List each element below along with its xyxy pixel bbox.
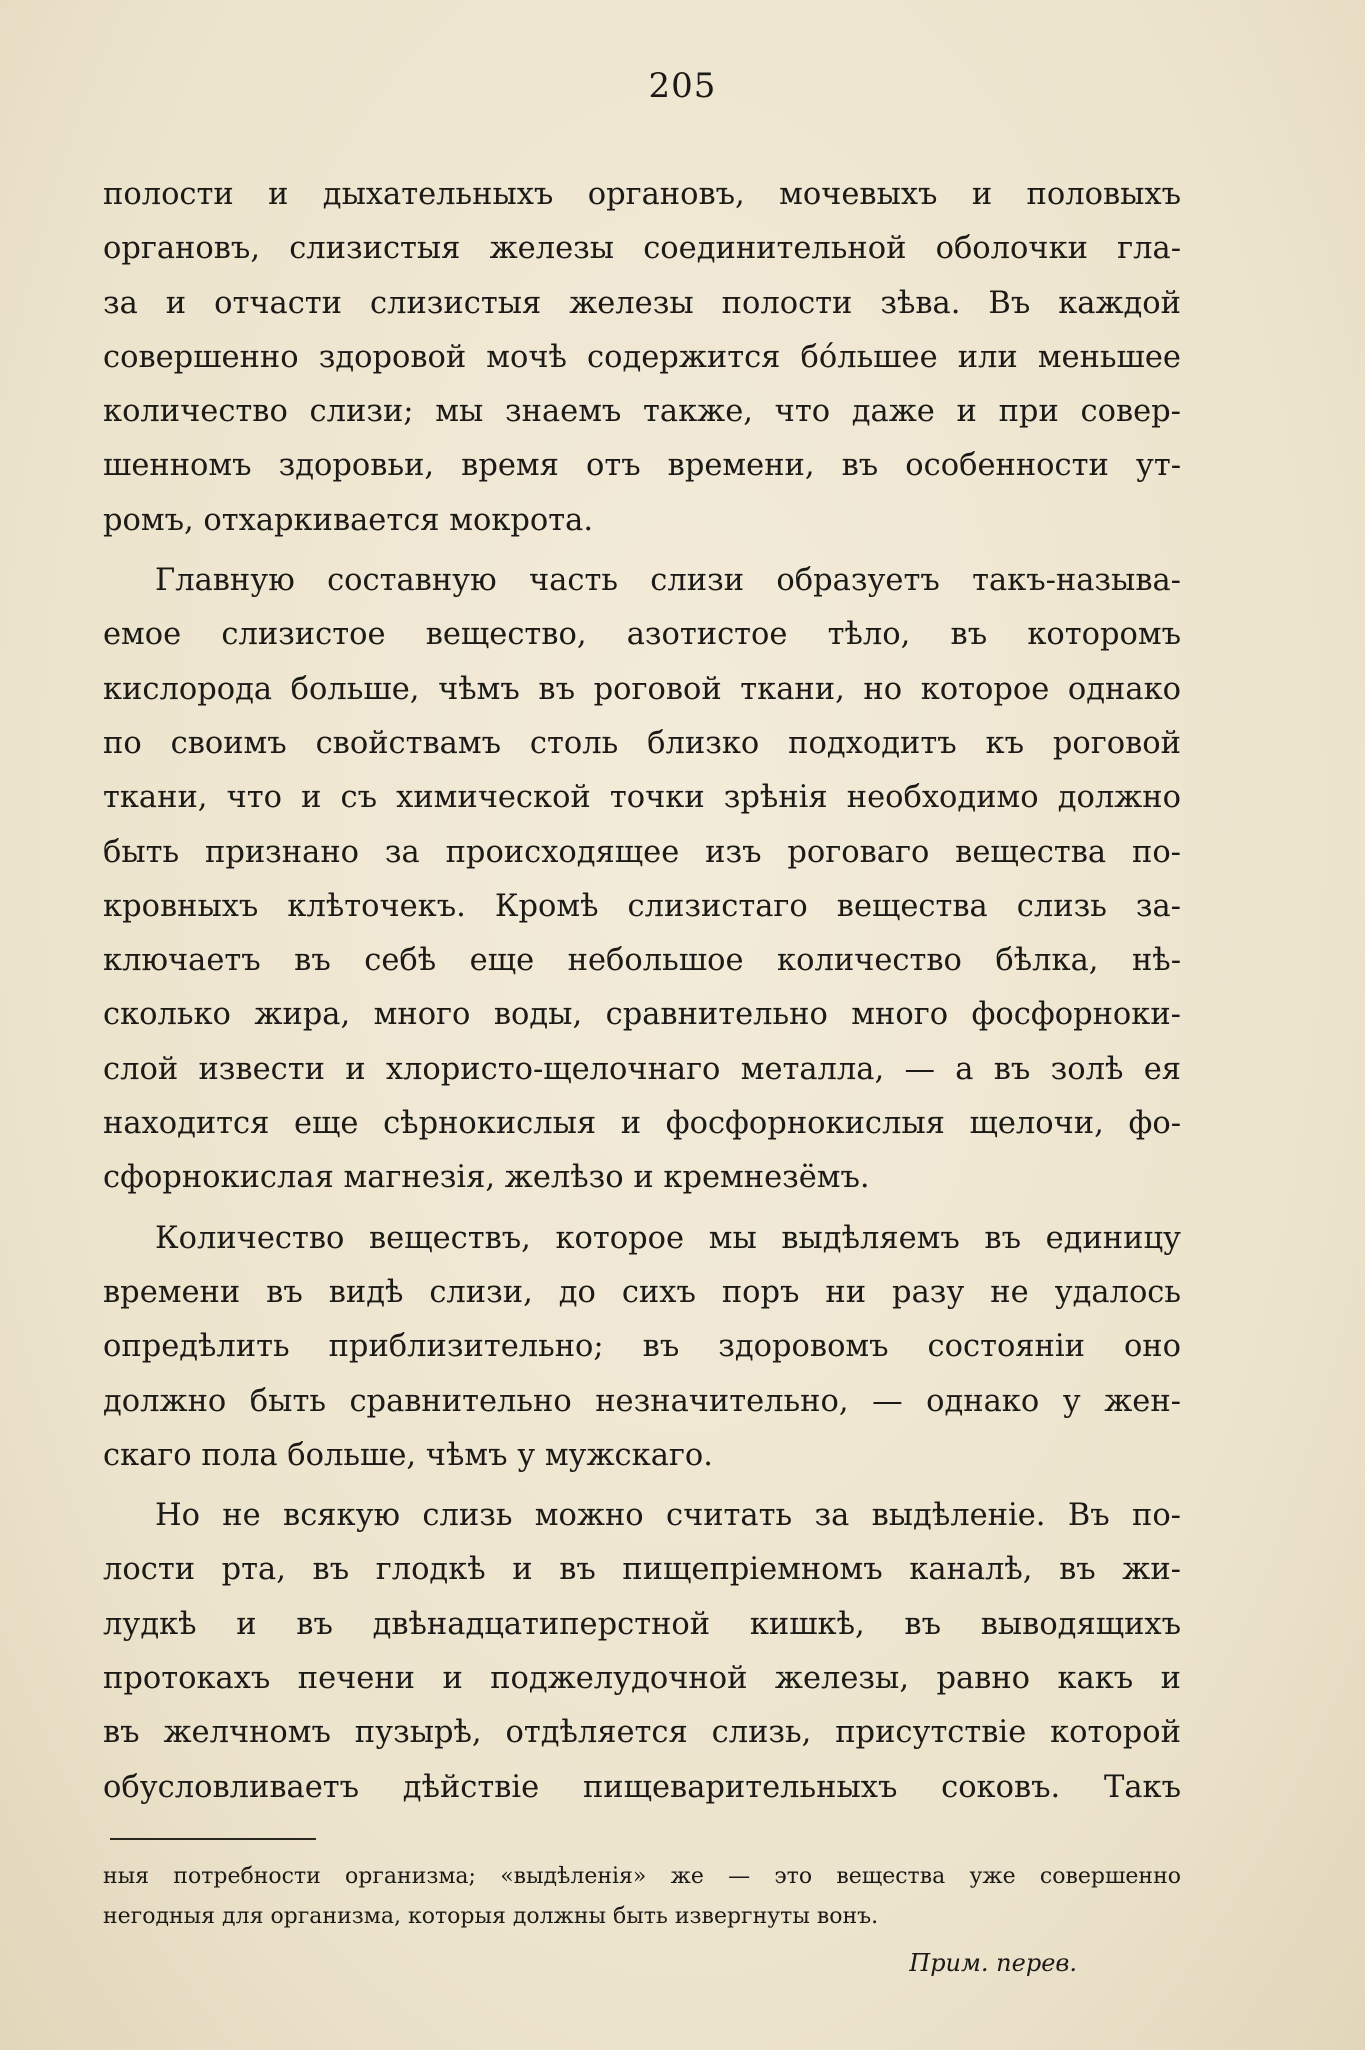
text-line: ключаетъ въ себѣ еще небольшое количество бѣлка, нѣ- xyxy=(103,943,1181,979)
text-line: лости рта, въ глодкѣ и въ пищепріемномъ каналѣ, въ жи- xyxy=(103,1552,1181,1588)
text-line: находится еще сѣрнокислыя и фосфорнокислыя щелочи, фо- xyxy=(103,1106,1181,1142)
text-line: сфорнокислая магнезія, желѣзо и кремнезёмъ. xyxy=(103,1160,870,1196)
paragraph-3 xyxy=(103,1212,1181,1483)
text-line: полости и дыхательныхъ органовъ, мочевыхъ и половыхъ xyxy=(103,177,1181,212)
text-line: количество слизи; мы знаемъ также, что даже и при совер- xyxy=(103,394,1181,430)
footnote-line: негодныя для организма, которыя должны быть извергнуты вонъ. xyxy=(103,1904,879,1929)
text-line: кислорода больше, чѣмъ въ роговой ткани, но которое однако xyxy=(103,671,1181,707)
text-line: лудкѣ и въ двѣнадцатиперстной кишкѣ, въ выводящихъ xyxy=(103,1606,1181,1642)
text-line: совершенно здоровой мочѣ содержится бóльшее или меньшее xyxy=(103,339,1181,375)
text-line: ткани, что и съ химической точки зрѣнія необходимо должно xyxy=(103,780,1181,816)
text-line: сколько жира, много воды, сравнительно много фосфорноки- xyxy=(103,997,1181,1033)
text-line: скаго пола больше, чѣмъ у мужскаго. xyxy=(103,1437,713,1473)
text-line: времени въ видѣ слизи, до сихъ поръ ни разу не удалось xyxy=(103,1274,1181,1310)
paragraph-4 xyxy=(103,1489,1181,1815)
text-line: шенномъ здоровьи, время отъ времени, въ особенности ут- xyxy=(103,448,1181,484)
text-line: протокахъ печени и поджелудочной железы, равно какъ и xyxy=(103,1661,1181,1697)
text-line: органовъ, слизистыя железы соединительной оболочки гла- xyxy=(103,231,1181,267)
text-line: Но не всякую слизь можно считать за выдѣленіе. Въ по- xyxy=(155,1498,1181,1534)
text-line: въ желчномъ пузырѣ, отдѣляется слизь, присутствіе которой xyxy=(103,1715,1181,1751)
text-line: за и отчасти слизистыя железы полости зѣва. Въ каждой xyxy=(103,285,1181,321)
text-line: Количество веществъ, которое мы выдѣляемъ въ единицу xyxy=(155,1220,1181,1256)
paragraph-2 xyxy=(103,554,1181,1206)
footnote-divider xyxy=(110,1838,316,1840)
text-line: емое слизистое вещество, азотистое тѣло, въ которомъ xyxy=(103,617,1181,653)
text-line: должно быть сравнительно незначительно, — однако у жен- xyxy=(103,1383,1181,1419)
footnote-signature: Прим. перев. xyxy=(909,1949,1077,1977)
paragraph-1 xyxy=(103,168,1181,548)
footnote-line: ныя потребности организма; «выдѣленія» же — это вещества уже совершенно xyxy=(103,1864,1181,1889)
text-line: обусловливаетъ дѣйствіе пищеварительныхъ соковъ. Такъ xyxy=(103,1769,1181,1805)
text-line: кровныхъ клѣточекъ. Кромѣ слизистаго вещества слизь за- xyxy=(103,888,1181,924)
main-text xyxy=(103,168,1181,1821)
text-line: слой извести и хлористо-щелочнаго металла, — а въ золѣ ея xyxy=(103,1051,1181,1087)
text-line: быть признано за происходящее изъ роговаго вещества по- xyxy=(103,834,1181,870)
text-line: по своимъ свойствамъ столь близко подходитъ къ роговой xyxy=(103,725,1181,761)
text-line: Главную составную часть слизи образуетъ такъ-называ- xyxy=(155,563,1181,599)
footnote xyxy=(103,1857,1181,1983)
text-line: опредѣлить приблизительно; въ здоровомъ состояніи оно xyxy=(103,1329,1181,1365)
page-number: 205 xyxy=(648,66,717,106)
text-line: ромъ, отхаркивается мокрота. xyxy=(103,502,594,538)
